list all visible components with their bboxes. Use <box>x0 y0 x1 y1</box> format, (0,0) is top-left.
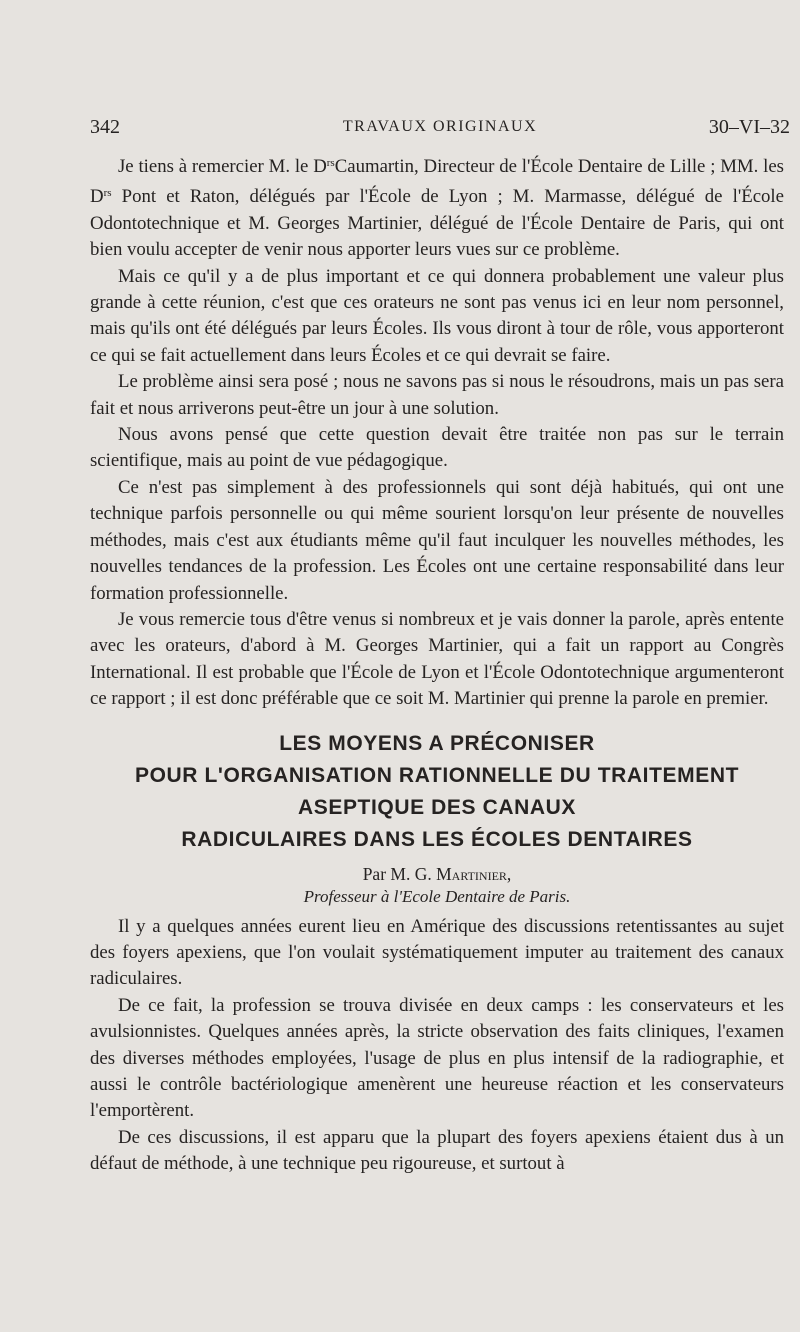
paragraph: Je tiens à remercier M. le $D^{rs}Caumartin$, Directeur de l'École Dentaire de Lille ; MM. les $D^{rs}$ Pont et Raton, délégués par l'École de Lyon ; M. Marmasse, délégué de l'École Odontotechnique et M. Georges Martinier, délégué de l'École Dentaire de Paris, qui ont bien voulu accepter de venir nous apporter leurs vues sur ce problème. <box>90 156 784 261</box>
title-line: ASEPTIQUE DES CANAUX <box>297 795 577 819</box>
paragraph: Mais ce qu'il y a de plus important et ce qui donnera probablement une valeur plus grande à cette réunion, c'est que ces orateurs ne sont pas venus ici en leur nom personnel, mais qu'ils ont été délégués par leurs Écoles. Ils vous diront à tour de rôle, vous apporteront ce qui se fait actuellement dans leurs Écoles et ce qui devrait se faire. <box>90 265 784 366</box>
paragraph: Nous avons pensé que cette question devait être traitée non pas sur le terrain scientifique, mais au point de vue pédagogique. <box>90 424 784 472</box>
running-title: TRAVAUX ORIGINAUX <box>342 118 538 135</box>
paragraph: De ce fait, la profession se trouva divisée en deux camps : les conservateurs et les avulsionnistes. Quelques années après, la stricte observation des faits cliniques, l'examen des diverses méthodes employées, l'usage de plus en plus intensif de la radiographie, et aussi le contrôle bactériologique amenèrent une heureuse réaction et les conservateurs l'emportèrent. <box>90 994 784 1122</box>
title-line: LES MOYENS A PRÉCONISER <box>279 731 595 755</box>
author-affiliation: Professeur à l'Ecole Dentaire de Paris. <box>303 886 571 906</box>
article-title <box>90 728 784 856</box>
page-number: 342 <box>90 116 120 138</box>
page-body <box>90 150 784 1178</box>
paragraph: Le problème ainsi sera posé ; nous ne savons pas si nous le résoudrons, mais un pas sera fait et nous arriverons peut-être un jour à une solution. <box>90 371 784 419</box>
title-line: POUR L'ORGANISATION RATIONNELLE DU TRAITEMENT <box>134 763 740 787</box>
article-author: Par M. G. Martinier, <box>362 863 512 884</box>
paragraph: Ce n'est pas simplement à des professionnels qui sont déjà habitués, qui ont une technique parfois personnelle ou qui même sourient lorsqu'on leur présente de nouvelles méthodes, mais c'est aux étudiants même qu'il faut inculquer les nouvelles méthodes, les nouvelles tendances de la profession. Les Écoles ont une certaine responsabilité dans leur formation professionnelle. <box>90 476 784 604</box>
page-header <box>90 116 790 146</box>
title-line: RADICULAIRES DANS LES ÉCOLES DENTAIRES <box>181 827 693 851</box>
paragraph: Je vous remercie tous d'être venus si nombreux et je vais donner la parole, après entente avec les orateurs, d'abord à M. Georges Martinier, qui a fait un rapport au Congrès International. Il est probable que l'École de Lyon et l'École Odontotechnique argumenteront ce rapport ; il est donc préférable que ce soit M. Martinier qui prenne la parole en premier. <box>90 608 784 710</box>
header-date: 30–VI–32 <box>708 116 790 138</box>
paragraph: Il y a quelques années eurent lieu en Amérique des discussions retentissantes au sujet des foyers apexiens, que l'on voulait systématiquement imputer au traitement des canaux radiculaires. <box>90 915 784 990</box>
paragraph: De ces discussions, il est apparu que la plupart des foyers apexiens étaient dus à un défaut de méthode, à une technique peu rigoureuse, et surtout à <box>90 1126 784 1175</box>
